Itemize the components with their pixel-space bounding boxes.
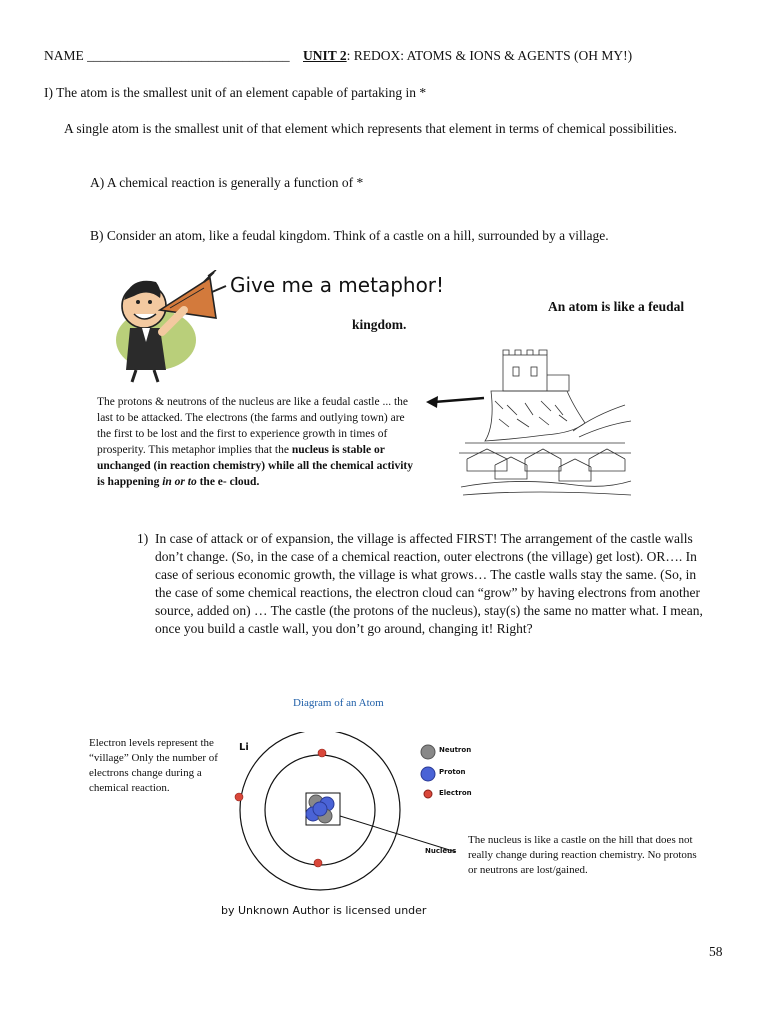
- legend: [421, 745, 435, 798]
- atom-diagram: [230, 732, 480, 904]
- metaphor-description: [97, 394, 415, 490]
- metaphor-heading: Give me a metaphor!: [230, 273, 445, 297]
- item-b: B) Consider an atom, like a feudal kingdom. Think of a castle on a hill, surrounded by a village.: [90, 228, 609, 243]
- legend-neutron: Neutron: [439, 746, 472, 754]
- diagram-title: Diagram of an Atom: [293, 697, 384, 709]
- castle-village-sketch: [455, 345, 635, 500]
- electron-inner-top: [318, 749, 326, 757]
- header-line: [44, 47, 734, 65]
- electron-levels-caption: Electron levels represent the “village” Only the number of electrons change during a chemical reaction.: [89, 737, 218, 794]
- element-symbol: Li: [239, 742, 249, 753]
- metaphor-statement-line1: An atom is like a feudal: [548, 299, 685, 314]
- unit-title: [303, 48, 632, 63]
- name-blank[interactable]: ______________________________: [87, 48, 290, 63]
- image-credit: by Unknown Author is licensed under: [221, 904, 427, 917]
- item-a: A) A chemical reaction is generally a function of *: [90, 175, 364, 190]
- nucleus: [306, 795, 334, 823]
- metaphor-statement-line2: kingdom.: [352, 317, 407, 332]
- description-text: The protons & neutrons of the nucleus are like a feudal castle ... the last to be attacked. The electrons (the farms and outlying town) are the first to be lost and the first to experience growth in times of prosperity. This metaphor implies that the: [97, 396, 409, 456]
- description-bold: nucleus is stable or unchanged (in reaction chemistry) while all the chemical activity is happening: [97, 444, 413, 488]
- unit-label: UNIT 2: [303, 48, 347, 63]
- question-1: I) The atom is the smallest unit of an element capable of partaking in *: [44, 85, 427, 100]
- point-1-number: 1): [137, 531, 149, 546]
- legend-proton: Proton: [439, 768, 466, 776]
- description-bold-italic: in or to: [162, 476, 197, 488]
- nucleus-label: Nucleus: [425, 847, 457, 855]
- page-number: 58: [709, 944, 723, 959]
- name-label: NAME: [44, 48, 84, 63]
- point-1-text: In case of attack or of expansion, the village is affected FIRST! The arrangement of the castle walls don’t change. (So, in the case of a chemical reaction, outer electrons (the village) get lost). OR…. In case of serious economic growth, the village is what grows… The castle walls stay the same. (So, in the case of some chemical reactions, the electron cloud can “grow” by having electrons from another source, added on) … The castle (the protons of the nucleus), stay(s) the same no matter what. I mean, once you build a castle wall, you don’t go around, changing it! Right?: [155, 531, 703, 636]
- description-bold-end: the e- cloud.: [196, 476, 260, 488]
- unit-title-text: : REDOX: ATOMS & IONS & AGENTS (OH MY!): [346, 48, 633, 63]
- nucleus-caption: The nucleus is like a castle on the hill that does not really change during reaction chemistry. No protons or neutrons are lost/gained.: [468, 834, 697, 876]
- electron-inner-bottom: [314, 859, 322, 867]
- electron-outer-left: [235, 793, 243, 801]
- atom-paragraph: A single atom is the smallest unit of that element which represents that element in terms of chemical possibilities.: [64, 121, 677, 136]
- megaphone-man-illustration: [112, 270, 232, 385]
- legend-electron: Electron: [439, 789, 472, 797]
